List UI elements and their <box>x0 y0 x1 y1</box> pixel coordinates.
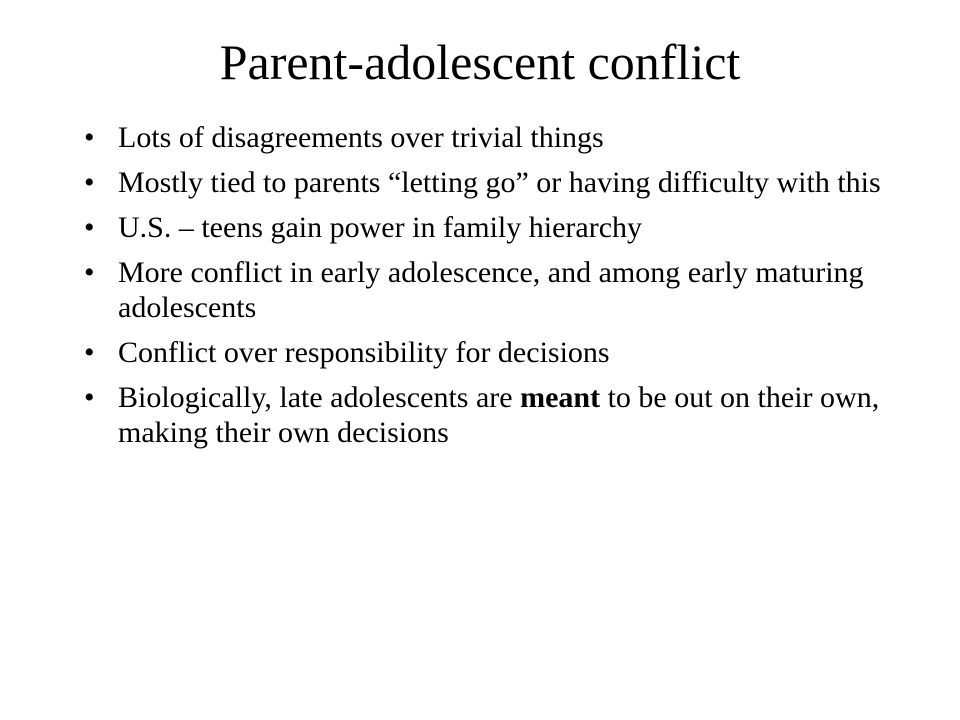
slide-title: Parent-adolescent conflict <box>219 34 741 90</box>
bullet-text-after: to be out on their own, making their own decisions <box>118 381 880 449</box>
bullet-text: More conflict in early adolescence, and among early maturing adolescents <box>118 256 864 324</box>
bullet-icon: • <box>84 166 95 199</box>
bullet-text: Conflict over responsibility for decisions <box>118 336 610 369</box>
bullet-text-emphasis: meant <box>520 381 601 414</box>
bullet-list <box>84 120 884 460</box>
bullet-icon: • <box>84 211 95 244</box>
bullet-text: U.S. – teens gain power in family hierarchy <box>118 211 643 244</box>
bullet-text: Lots of disagreements over trivial things <box>118 121 604 154</box>
bullet-icon: • <box>84 336 95 369</box>
bullet-item <box>84 255 884 325</box>
bullet-text: Mostly tied to parents “letting go” or having difficulty with this <box>118 166 881 199</box>
bullet-icon: • <box>84 256 95 289</box>
bullet-text-before: Biologically, late adolescents are <box>118 381 521 414</box>
bullet-item <box>84 335 884 370</box>
bullet-item <box>84 210 884 245</box>
bullet-item <box>84 120 884 155</box>
bullet-text <box>118 381 879 449</box>
bullet-icon: • <box>84 121 95 154</box>
bullet-icon: • <box>84 381 95 414</box>
bullet-item <box>84 380 884 450</box>
bullet-item <box>84 165 884 200</box>
